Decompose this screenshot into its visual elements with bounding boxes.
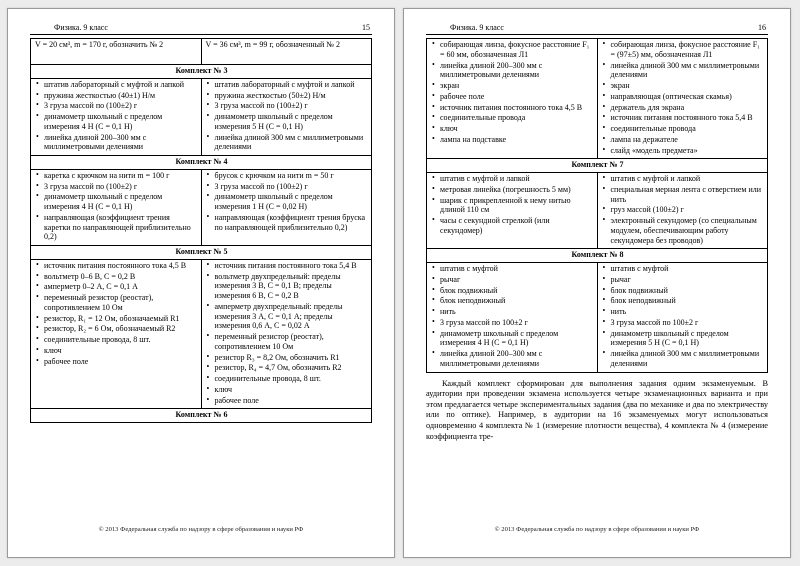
equipment-list bbox=[206, 261, 369, 406]
equipment-item: • динамометр школьный с пределом измерения 4 Н (C = 0,1 Н) bbox=[35, 192, 198, 212]
equipment-list bbox=[602, 264, 765, 369]
equipment-item: • соединительные провода, 8 шт. bbox=[206, 374, 369, 384]
equipment-item: • пружина жесткостью (50±2) Н/м bbox=[206, 91, 369, 101]
equipment-item: • линейка длиной 200–300 мм с миллиметровыми делениями bbox=[431, 61, 594, 81]
equipment-item: • штатив с муфтой и лапкой bbox=[602, 174, 765, 184]
equipment-cell bbox=[31, 78, 202, 155]
equipment-table bbox=[426, 38, 768, 373]
page-number: 16 bbox=[758, 23, 766, 32]
equipment-list bbox=[602, 174, 765, 245]
equipment-list bbox=[602, 40, 765, 155]
kit-section-title: Комплект № 8 bbox=[427, 249, 768, 263]
equipment-item: • амперметр 0–2 А, C = 0,1 А bbox=[35, 282, 198, 292]
equipment-item: • пружина жесткостью (40±1) Н/м bbox=[35, 91, 198, 101]
equipment-table bbox=[30, 38, 372, 423]
equipment-item: • резистор R₃ = 8,2 Ом, обозначить R1 bbox=[206, 353, 369, 363]
equipment-item: • динамометр школьный с пределом измерения 5 Н (C = 0,1 Н) bbox=[602, 329, 765, 349]
equipment-list bbox=[35, 80, 198, 152]
equipment-cell bbox=[31, 169, 202, 245]
equipment-item: • блок подвижный bbox=[602, 286, 765, 296]
body-paragraph: Каждый комплект сформирован для выполнения задания одним экзаменуемым. В аудитории при проведении экзамена используется четыре экзаменационных варианта и при этом предлагается четыре экспериментальных задания (два по механике и два по электричеству или по оптике). Например, в аудитории на 16 экзаменуемых могут использоваться одновременно 4 комплекта № 1 (измерение плотности вещества), 4 комплекта № 4 (измерение коэффициента тре- bbox=[426, 378, 768, 441]
equipment-item: • направляющая (коэффициент трения каретки по направляющей приблизительно 0,2) bbox=[35, 213, 198, 242]
page-header bbox=[30, 23, 372, 35]
equipment-item: • 3 груза массой по 100±2 г bbox=[431, 318, 594, 328]
equipment-item: • штатив с муфтой и лапкой bbox=[431, 174, 594, 184]
equipment-item: • нить bbox=[431, 307, 594, 317]
equipment-cell bbox=[427, 39, 598, 159]
equipment-item: • резистор, R₄ = 4,7 Ом, обозначить R2 bbox=[206, 363, 369, 373]
equipment-item: • источник питания постоянного тока 4,5 В bbox=[35, 261, 198, 271]
equipment-item: • собирающая линза, фокусное расстояние F₁ = (97±5) мм, обозначенная Л1 bbox=[602, 40, 765, 60]
page-number: 15 bbox=[362, 23, 370, 32]
document-page-15 bbox=[7, 8, 395, 558]
equipment-item: • штатив с муфтой bbox=[602, 264, 765, 274]
equipment-item: • лампа на держателе bbox=[602, 135, 765, 145]
equipment-item: • источник питания постоянного тока 5,4 В bbox=[602, 113, 765, 123]
kit-section-title: Комплект № 4 bbox=[31, 156, 372, 170]
equipment-item: • резистор, R₂ = 6 Ом, обозначаемый R2 bbox=[35, 324, 198, 334]
page-header bbox=[426, 23, 768, 35]
kit-section-title: Комплект № 6 bbox=[31, 409, 372, 423]
equipment-item: • слайд «модель предмета» bbox=[602, 146, 765, 156]
equipment-item: • рабочее поле bbox=[35, 357, 198, 367]
header-title: Физика. 9 класс bbox=[450, 23, 504, 32]
equipment-cell bbox=[597, 39, 768, 159]
equipment-cell bbox=[427, 173, 598, 249]
equipment-item: • вольтметр двухпредельный: пределы измерения 3 В, C = 0,1 В; пределы измерения 6 В, C = 0,2 В bbox=[206, 272, 369, 301]
equipment-item: • блок неподвижный bbox=[431, 296, 594, 306]
equipment-item: • ключ bbox=[431, 124, 594, 134]
equipment-item: • линейка длиной 300 мм с миллиметровыми делениями bbox=[206, 133, 369, 153]
equipment-item: • специальная мерная лента с отверстием или нить bbox=[602, 185, 765, 205]
equipment-item: • рычаг bbox=[431, 275, 594, 285]
equipment-item: • соединительные провода bbox=[431, 113, 594, 123]
equipment-item: • источник питания постоянного тока 5,4 В bbox=[206, 261, 369, 271]
equipment-item: • лампа на подставке bbox=[431, 135, 594, 145]
equipment-item: • блок подвижный bbox=[431, 286, 594, 296]
equipment-item: • переменный резистор (реостат), сопротивлением 10 Ом bbox=[35, 293, 198, 313]
equipment-item: • часы с секундной стрелкой (или секундомер) bbox=[431, 216, 594, 236]
spec-cell: V = 20 см³, m = 170 г, обозначить № 2 bbox=[31, 39, 202, 65]
equipment-item: • груз массой (100±2) г bbox=[602, 205, 765, 215]
equipment-cell bbox=[427, 263, 598, 373]
equipment-item: • шарик с прикрепленной к нему нитью длиной 110 см bbox=[431, 196, 594, 216]
equipment-item: • соединительные провода bbox=[602, 124, 765, 134]
equipment-item: • ключ bbox=[35, 346, 198, 356]
equipment-item: • собирающая линза, фокусное расстояние F₁ = 60 мм, обозначенная Л1 bbox=[431, 40, 594, 60]
equipment-item: • линейка длиной 200–300 мм с миллиметровыми делениями bbox=[35, 133, 198, 153]
equipment-item: • вольтметр 0–6 В, C = 0,2 В bbox=[35, 272, 198, 282]
equipment-item: • 3 груза массой по (100±2) г bbox=[206, 182, 369, 192]
equipment-list bbox=[431, 264, 594, 369]
equipment-cell bbox=[31, 259, 202, 409]
equipment-list bbox=[431, 40, 594, 145]
equipment-item: • направляющая (оптическая скамья) bbox=[602, 92, 765, 102]
equipment-item: • блок неподвижный bbox=[602, 296, 765, 306]
equipment-item: • каретка с крючком на нити m = 100 г bbox=[35, 171, 198, 181]
equipment-item: • соединительные провода, 8 шт. bbox=[35, 335, 198, 345]
equipment-item: • динамометр школьный с пределом измерения 5 Н (C = 0,1 Н) bbox=[206, 112, 369, 132]
equipment-item: • нить bbox=[602, 307, 765, 317]
equipment-item: • переменный резистор (реостат), сопротивлением 10 Ом bbox=[206, 332, 369, 352]
equipment-item: • 3 груза массой по 100±2 г bbox=[602, 318, 765, 328]
page-footer: © 2013 Федеральная служба по надзору в сфере образования и науки РФ bbox=[494, 526, 700, 533]
equipment-cell bbox=[597, 263, 768, 373]
kit-section-title: Комплект № 7 bbox=[427, 159, 768, 173]
equipment-item: • резистор, R₁ = 12 Ом, обозначаемый R1 bbox=[35, 314, 198, 324]
kit-table bbox=[30, 38, 372, 423]
equipment-item: • держатель для экрана bbox=[602, 103, 765, 113]
equipment-item: • линейка длиной 300 мм с миллиметровыми делениями bbox=[602, 349, 765, 369]
equipment-item: • амперметр двухпредельный: пределы измерения 3 А, C = 0,1 А; пределы измерения 0,6 А, C = 0,02 А bbox=[206, 302, 369, 331]
equipment-item: • динамометр школьный с пределом измерения 1 Н (C = 0,02 Н) bbox=[206, 192, 369, 212]
equipment-cell bbox=[597, 173, 768, 249]
equipment-list bbox=[206, 80, 369, 152]
equipment-list bbox=[35, 261, 198, 367]
equipment-item: • рабочее поле bbox=[431, 92, 594, 102]
equipment-item: • штатив лабораторный с муфтой и лапкой bbox=[35, 80, 198, 90]
equipment-cell bbox=[201, 259, 372, 409]
equipment-item: • 3 груза массой по (100±2) г bbox=[35, 101, 198, 111]
equipment-item: • 3 груза массой по (100±2) г bbox=[35, 182, 198, 192]
equipment-item: • 3 груза массой по (100±2) г bbox=[206, 101, 369, 111]
equipment-item: • линейка длиной 200–300 мм с миллиметровыми делениями bbox=[431, 349, 594, 369]
equipment-item: • динамометр школьный с пределом измерения 4 Н (C = 0,1 Н) bbox=[431, 329, 594, 349]
spec-cell: V = 36 см³, m = 99 г, обозначенный № 2 bbox=[201, 39, 372, 65]
equipment-item: • направляющая (коэффициент трения бруска по направляющей приблизительно 0,2) bbox=[206, 213, 369, 233]
equipment-item: • динамометр школьный с пределом измерения 4 Н (C = 0,1 Н) bbox=[35, 112, 198, 132]
equipment-item: • линейка длиной 300 мм с миллиметровыми делениями bbox=[602, 61, 765, 81]
equipment-item: • штатив с муфтой bbox=[431, 264, 594, 274]
kit-section-title: Комплект № 5 bbox=[31, 246, 372, 260]
page-footer: © 2013 Федеральная служба по надзору в сфере образования и науки РФ bbox=[98, 526, 304, 533]
equipment-item: • электронный секундомер (со специальным модулем, обеспечивающим работу секундомера без проводов) bbox=[602, 216, 765, 245]
equipment-item: • рычаг bbox=[602, 275, 765, 285]
equipment-item: • штатив лабораторный с муфтой и лапкой bbox=[206, 80, 369, 90]
equipment-item: • источник питания постоянного тока 4,5 В bbox=[431, 103, 594, 113]
equipment-item: • метровая линейка (погрешность 5 мм) bbox=[431, 185, 594, 195]
kit-section-title: Комплект № 3 bbox=[31, 65, 372, 79]
header-title: Физика. 9 класс bbox=[54, 23, 108, 32]
equipment-item: • экран bbox=[602, 81, 765, 91]
equipment-list bbox=[431, 174, 594, 236]
kit-table bbox=[426, 38, 768, 373]
equipment-list bbox=[35, 171, 198, 242]
equipment-item: • ключ bbox=[206, 385, 369, 395]
equipment-cell bbox=[201, 78, 372, 155]
equipment-cell bbox=[201, 169, 372, 245]
equipment-item: • экран bbox=[431, 81, 594, 91]
equipment-list bbox=[206, 171, 369, 233]
equipment-item: • рабочее поле bbox=[206, 396, 369, 406]
equipment-item: • брусок с крючком на нити m = 50 г bbox=[206, 171, 369, 181]
document-page-16 bbox=[403, 8, 791, 558]
